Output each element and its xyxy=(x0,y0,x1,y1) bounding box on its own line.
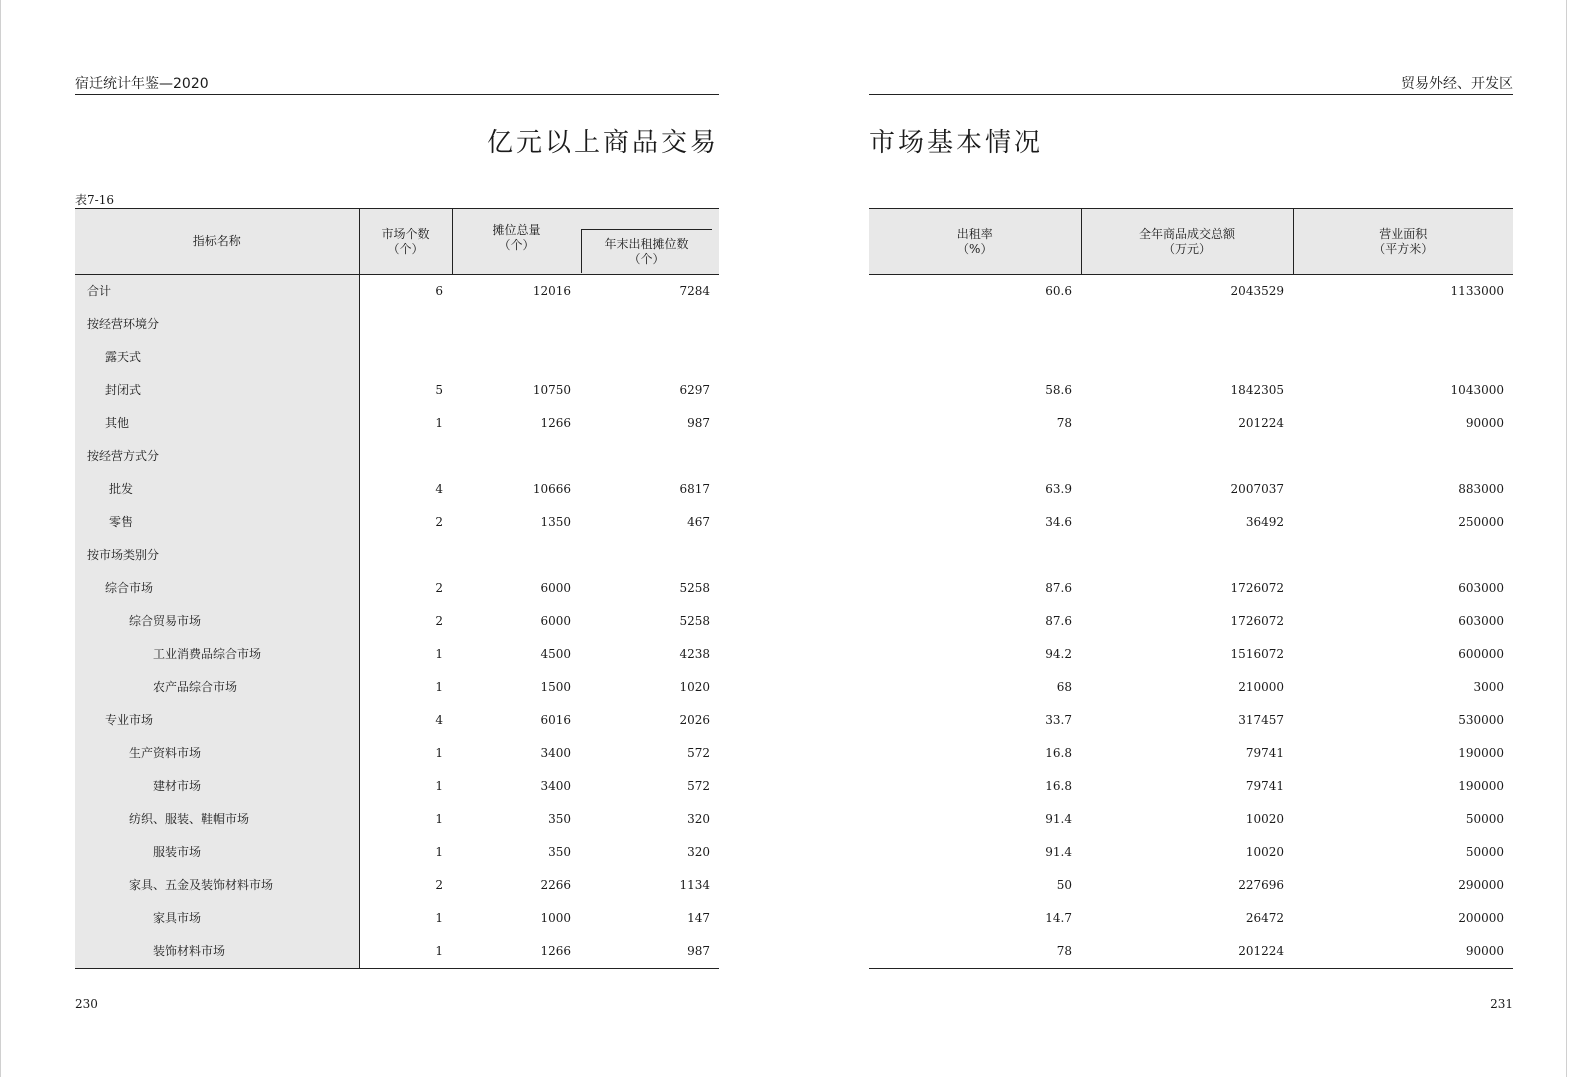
total-stalls-cell xyxy=(452,440,580,473)
running-head-text: 宿迁统计年鉴—2020 xyxy=(75,76,209,92)
business-area-cell: 190000 xyxy=(1458,779,1504,793)
indicator-name: 家具、五金及装饰材料市场 xyxy=(75,869,359,902)
total-stalls-cell: 350 xyxy=(548,845,571,859)
table-row xyxy=(75,638,719,671)
table-row xyxy=(869,572,1513,605)
business-area-cell: 883000 xyxy=(1458,482,1504,496)
rental-rate-cell: 58.6 xyxy=(1045,383,1072,397)
rented-stalls-cell: 1020 xyxy=(679,680,710,694)
table-number: 表7-16 xyxy=(75,193,114,207)
page-number: 230 xyxy=(75,997,98,1011)
turnover-cell: 201224 xyxy=(1238,416,1284,430)
turnover-cell: 2007037 xyxy=(1230,482,1284,496)
business-area-cell: 1133000 xyxy=(1450,284,1504,298)
market-count-cell xyxy=(359,539,452,572)
business-area-cell xyxy=(1293,308,1513,341)
market-count-cell: 2 xyxy=(435,878,443,892)
table-row xyxy=(869,704,1513,737)
rental-rate-cell: 60.6 xyxy=(1045,284,1072,298)
left-page xyxy=(75,0,719,1077)
rented-stalls-cell xyxy=(580,308,719,341)
table-header-row xyxy=(75,209,719,275)
market-count-cell: 2 xyxy=(435,581,443,595)
total-stalls-cell: 1266 xyxy=(540,416,571,430)
market-count-cell: 1 xyxy=(435,416,443,430)
rental-rate-cell: 78 xyxy=(1056,416,1072,430)
header-stalls-group: 摊位总量 （个） 年末出租摊位数 （个） xyxy=(452,209,719,275)
rental-rate-cell: 63.9 xyxy=(1045,482,1072,496)
indicator-name: 露天式 xyxy=(75,341,359,374)
table-row xyxy=(869,374,1513,407)
turnover-cell xyxy=(1081,440,1293,473)
table-row xyxy=(869,836,1513,869)
table-row xyxy=(75,407,719,440)
market-count-cell: 1 xyxy=(435,779,443,793)
rental-rate-cell: 16.8 xyxy=(1045,779,1072,793)
table-row xyxy=(75,836,719,869)
total-stalls-cell xyxy=(452,341,580,374)
business-area-cell: 1043000 xyxy=(1450,383,1504,397)
right-page xyxy=(869,0,1513,1077)
turnover-cell: 10020 xyxy=(1245,812,1284,826)
turnover-cell: 210000 xyxy=(1238,680,1284,694)
business-area-cell: 603000 xyxy=(1458,581,1504,595)
indicator-name: 封闭式 xyxy=(75,374,359,407)
business-area-cell: 3000 xyxy=(1473,680,1504,694)
table-row xyxy=(869,902,1513,935)
rental-rate-cell: 94.2 xyxy=(1045,647,1072,661)
table-row xyxy=(869,770,1513,803)
market-count-cell: 1 xyxy=(435,746,443,760)
rented-stalls-cell: 5258 xyxy=(679,614,710,628)
market-count-cell: 1 xyxy=(435,647,443,661)
table-row xyxy=(869,308,1513,341)
rental-rate-cell xyxy=(869,308,1081,341)
market-count-cell: 1 xyxy=(359,935,452,969)
business-area-cell xyxy=(1293,440,1513,473)
rented-stalls-cell: 4238 xyxy=(679,647,710,661)
turnover-cell: 36492 xyxy=(1245,515,1284,529)
rental-rate-cell: 33.7 xyxy=(1045,713,1072,727)
business-area-cell: 50000 xyxy=(1465,845,1504,859)
table-row xyxy=(75,935,719,969)
rented-stalls-cell: 1134 xyxy=(679,878,710,892)
page-edge xyxy=(0,0,1,1077)
table-row xyxy=(75,374,719,407)
total-stalls-cell xyxy=(452,539,580,572)
rental-rate-cell: 91.4 xyxy=(1045,845,1072,859)
rental-rate-cell: 87.6 xyxy=(1045,614,1072,628)
total-stalls-cell: 10750 xyxy=(532,383,571,397)
table-row xyxy=(869,605,1513,638)
turnover-cell: 10020 xyxy=(1245,845,1284,859)
rented-stalls-cell: 572 xyxy=(687,779,710,793)
table-row xyxy=(75,308,719,341)
turnover-cell: 26472 xyxy=(1245,911,1284,925)
table-row xyxy=(75,506,719,539)
total-stalls-cell: 350 xyxy=(548,812,571,826)
indicator-name: 农产品综合市场 xyxy=(75,671,359,704)
indicator-name: 合计 xyxy=(75,275,359,309)
table-row xyxy=(75,704,719,737)
rented-stalls-cell: 7284 xyxy=(679,284,710,298)
rented-stalls-cell xyxy=(580,341,719,374)
table-row xyxy=(75,572,719,605)
rental-rate-cell: 78 xyxy=(869,935,1081,969)
running-head xyxy=(869,76,1513,95)
total-stalls-cell: 6016 xyxy=(540,713,571,727)
business-area-cell: 190000 xyxy=(1458,746,1504,760)
rented-stalls-cell: 147 xyxy=(687,911,710,925)
indicator-name: 零售 xyxy=(75,506,359,539)
rental-rate-cell xyxy=(869,440,1081,473)
total-stalls-cell: 2266 xyxy=(540,878,571,892)
total-stalls-cell xyxy=(452,308,580,341)
indicator-name: 专业市场 xyxy=(75,704,359,737)
turnover-cell: 79741 xyxy=(1245,746,1284,760)
right-table xyxy=(869,208,1513,969)
rented-stalls-cell xyxy=(580,539,719,572)
table-row xyxy=(75,902,719,935)
market-count-cell: 4 xyxy=(435,482,443,496)
business-area-cell: 90000 xyxy=(1293,935,1513,969)
table-row xyxy=(75,671,719,704)
table-row xyxy=(75,770,719,803)
rented-stalls-cell: 987 xyxy=(580,935,719,969)
turnover-cell: 201224 xyxy=(1081,935,1293,969)
turnover-cell xyxy=(1081,341,1293,374)
rental-rate-cell: 34.6 xyxy=(1045,515,1072,529)
market-count-cell: 2 xyxy=(435,614,443,628)
rented-stalls-cell: 987 xyxy=(687,416,710,430)
market-count-cell xyxy=(359,341,452,374)
indicator-name: 综合市场 xyxy=(75,572,359,605)
turnover-cell: 79741 xyxy=(1245,779,1284,793)
rental-rate-cell xyxy=(869,341,1081,374)
indicator-name: 服装市场 xyxy=(75,836,359,869)
indicator-name: 综合贸易市场 xyxy=(75,605,359,638)
rented-stalls-cell: 572 xyxy=(687,746,710,760)
indicator-name: 按经营方式分 xyxy=(75,440,359,473)
table-row xyxy=(869,341,1513,374)
total-stalls-cell: 12016 xyxy=(532,284,571,298)
total-stalls-cell: 1266 xyxy=(452,935,580,969)
market-count-cell: 5 xyxy=(435,383,443,397)
turnover-cell: 1516072 xyxy=(1230,647,1284,661)
table-row xyxy=(869,275,1513,309)
page-edge xyxy=(1566,0,1567,1077)
table-row xyxy=(869,539,1513,572)
market-count-cell: 2 xyxy=(435,515,443,529)
turnover-cell: 317457 xyxy=(1238,713,1284,727)
business-area-cell: 200000 xyxy=(1458,911,1504,925)
rented-stalls-cell: 5258 xyxy=(679,581,710,595)
business-area-cell: 50000 xyxy=(1465,812,1504,826)
market-count-cell: 4 xyxy=(435,713,443,727)
header-rented-stalls: 年末出租摊位数 （个） xyxy=(581,229,712,273)
table-row xyxy=(869,506,1513,539)
business-area-cell: 603000 xyxy=(1458,614,1504,628)
total-stalls-cell: 3400 xyxy=(540,746,571,760)
rental-rate-cell: 14.7 xyxy=(1045,911,1072,925)
table-row xyxy=(869,407,1513,440)
table-row xyxy=(869,869,1513,902)
rented-stalls-cell xyxy=(580,440,719,473)
table-row xyxy=(75,440,719,473)
market-count-cell xyxy=(359,440,452,473)
indicator-name: 装饰材料市场 xyxy=(75,935,359,969)
header-indicator-name: 指标名称 xyxy=(75,209,359,275)
business-area-cell: 250000 xyxy=(1458,515,1504,529)
total-stalls-cell: 1350 xyxy=(540,515,571,529)
business-area-cell: 90000 xyxy=(1465,416,1504,430)
total-stalls-cell: 1500 xyxy=(540,680,571,694)
market-count-cell: 6 xyxy=(435,284,443,298)
rental-rate-cell: 87.6 xyxy=(1045,581,1072,595)
indicator-name: 纺织、服装、鞋帽市场 xyxy=(75,803,359,836)
header-rental-rate: 出租率 （%） xyxy=(869,209,1081,275)
market-count-cell: 1 xyxy=(435,812,443,826)
left-table xyxy=(75,208,719,969)
running-head xyxy=(75,76,719,95)
header-total-stalls: 摊位总量 xyxy=(492,223,541,237)
rented-stalls-cell: 320 xyxy=(687,812,710,826)
table-row xyxy=(869,440,1513,473)
table-row xyxy=(869,638,1513,671)
rented-stalls-cell: 2026 xyxy=(679,713,710,727)
page-title-part-2: 市场基本情况 xyxy=(869,128,1044,158)
total-stalls-cell: 6000 xyxy=(540,581,571,595)
table-row xyxy=(75,869,719,902)
total-stalls-cell: 3400 xyxy=(540,779,571,793)
turnover-cell: 1842305 xyxy=(1230,383,1284,397)
business-area-cell: 290000 xyxy=(1458,878,1504,892)
page-title-part-1: 亿元以上商品交易 xyxy=(486,128,719,158)
turnover-cell: 1726072 xyxy=(1230,614,1284,628)
indicator-name: 按经营环境分 xyxy=(75,308,359,341)
indicator-name: 按市场类别分 xyxy=(75,539,359,572)
rented-stalls-cell: 6297 xyxy=(679,383,710,397)
business-area-cell xyxy=(1293,341,1513,374)
rental-rate-cell: 50 xyxy=(1056,878,1072,892)
total-stalls-cell: 1000 xyxy=(540,911,571,925)
market-count-cell: 1 xyxy=(435,911,443,925)
table-row xyxy=(75,539,719,572)
table-row xyxy=(75,473,719,506)
table-row xyxy=(869,671,1513,704)
indicator-name: 家具市场 xyxy=(75,902,359,935)
indicator-name: 其他 xyxy=(75,407,359,440)
table-row xyxy=(869,803,1513,836)
indicator-name: 生产资料市场 xyxy=(75,737,359,770)
rental-rate-cell: 16.8 xyxy=(1045,746,1072,760)
total-stalls-cell: 4500 xyxy=(540,647,571,661)
rental-rate-cell xyxy=(869,539,1081,572)
running-head-text: 贸易外经、开发区 xyxy=(1401,76,1513,92)
table-row xyxy=(75,803,719,836)
table-row xyxy=(869,473,1513,506)
market-count-cell: 1 xyxy=(435,680,443,694)
rental-rate-cell: 68 xyxy=(1056,680,1072,694)
indicator-name: 工业消费品综合市场 xyxy=(75,638,359,671)
table-row xyxy=(869,737,1513,770)
indicator-name: 建材市场 xyxy=(75,770,359,803)
table-header-row xyxy=(869,209,1513,275)
page-number: 231 xyxy=(1490,997,1513,1011)
turnover-cell: 1726072 xyxy=(1230,581,1284,595)
header-turnover: 全年商品成交总额 （万元） xyxy=(1081,209,1293,275)
turnover-cell: 2043529 xyxy=(1230,284,1284,298)
rental-rate-cell: 91.4 xyxy=(1045,812,1072,826)
business-area-cell: 600000 xyxy=(1458,647,1504,661)
business-area-cell: 530000 xyxy=(1458,713,1504,727)
total-stalls-cell: 10666 xyxy=(532,482,571,496)
rented-stalls-cell: 467 xyxy=(687,515,710,529)
table-row xyxy=(75,737,719,770)
rented-stalls-cell: 6817 xyxy=(679,482,710,496)
header-market-count: 市场个数 （个） xyxy=(359,209,452,275)
turnover-cell xyxy=(1081,539,1293,572)
indicator-name: 批发 xyxy=(75,473,359,506)
turnover-cell: 227696 xyxy=(1238,878,1284,892)
turnover-cell xyxy=(1081,308,1293,341)
table-row xyxy=(75,275,719,309)
table-row xyxy=(869,935,1513,969)
business-area-cell xyxy=(1293,539,1513,572)
market-count-cell: 1 xyxy=(435,845,443,859)
total-stalls-cell: 6000 xyxy=(540,614,571,628)
rented-stalls-cell: 320 xyxy=(687,845,710,859)
header-business-area: 营业面积 （平方米） xyxy=(1293,209,1513,275)
table-row xyxy=(75,605,719,638)
table-row xyxy=(75,341,719,374)
market-count-cell xyxy=(359,308,452,341)
